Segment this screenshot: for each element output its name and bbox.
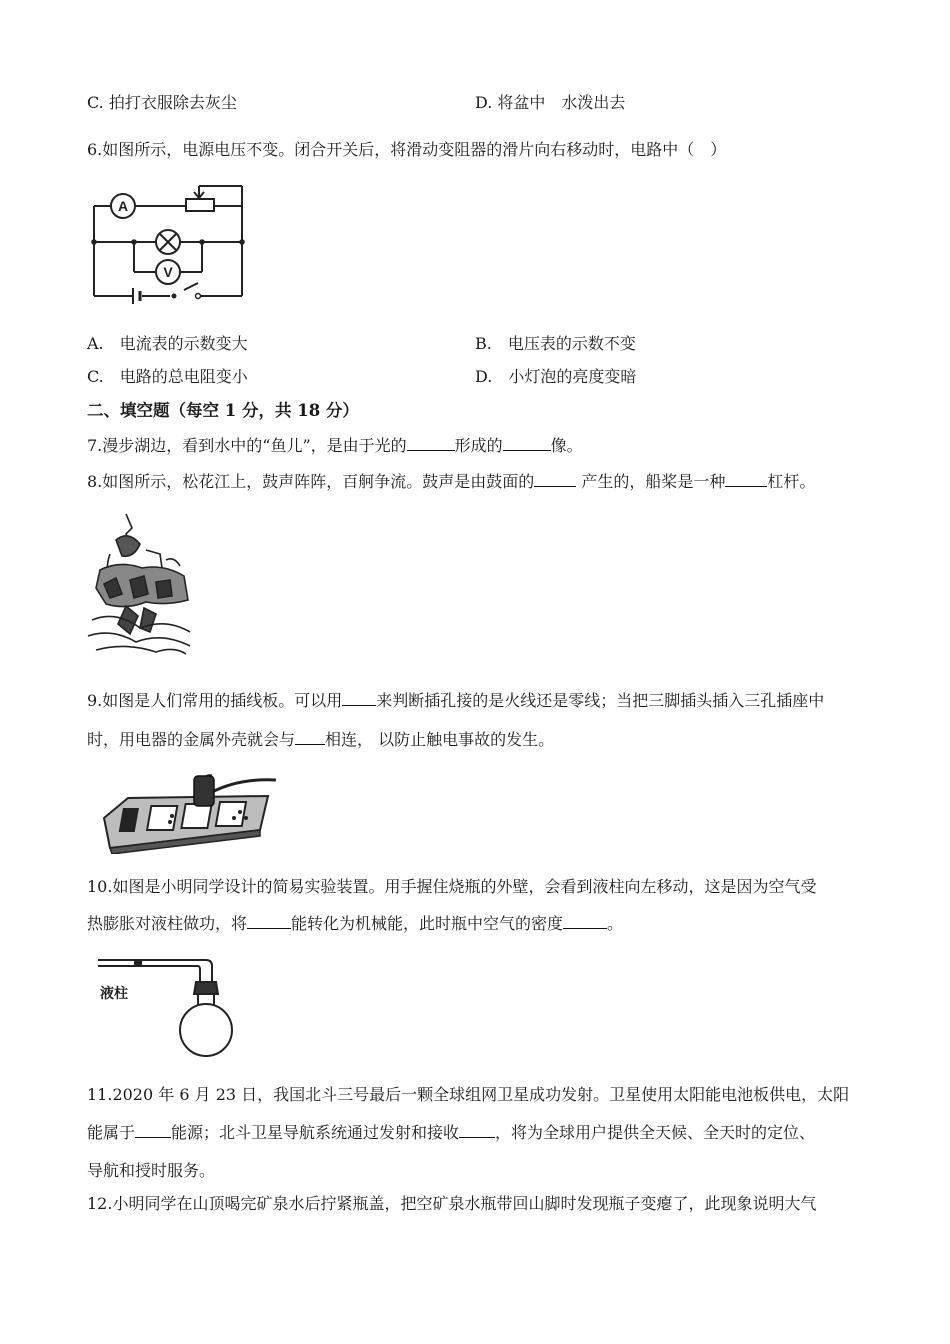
q6-option-c: C. 电路的总电阻变小 [87, 367, 248, 386]
liquid-column-label: 液柱 [100, 986, 128, 1002]
q9-text-2b: 相连， 以防止触电事故的发生。 [325, 730, 555, 749]
q11-text-2a: 能属于 [87, 1123, 136, 1142]
answer-blank [342, 690, 376, 706]
q9-text-1a: 9.如图是人们常用的插线板。可以用 [87, 691, 343, 710]
q6-option-d: D. 小灯泡的亮度变暗 [475, 367, 637, 386]
dragon-boat-illustration [86, 510, 196, 658]
answer-blank [459, 1122, 495, 1138]
answer-blank [247, 913, 291, 929]
question-7 [87, 435, 583, 457]
q8-text-a: 8.如图所示，松花江上，鼓声阵阵，百舸争流。鼓声是由鼓面的 [87, 472, 535, 491]
flask-apparatus [94, 952, 244, 1064]
circuit-diagram [86, 178, 250, 306]
answer-blank [503, 435, 551, 451]
question-11-line-1: 11.2020 年 6 月 23 日，我国北斗三号最后一颗全球组网卫星成功发射。卫星使用太阳能电池板供电，太阳 [87, 1085, 850, 1104]
q11-text-2b: 能源；北斗卫星导航系统通过发射和接收 [171, 1123, 460, 1142]
question-11-line-3: 导航和授时服务。 [87, 1161, 216, 1180]
section-heading-fill-in: 二、填空题（每空 1 分，共 18 分） [87, 401, 359, 420]
answer-blank [725, 471, 767, 487]
q7-text-a: 7.漫步湖边，看到水中的“鱼儿”，是由于光的 [87, 436, 407, 455]
answer-blank [135, 1122, 171, 1138]
q10-text-2c: 。 [607, 914, 624, 933]
question-9-line-2 [87, 729, 554, 751]
q9-text-1b: 来判断插孔接的是火线还是零线；当把三脚插头插入三孔插座中 [376, 691, 825, 710]
q6-option-a: A. 电流表的示数变大 [87, 334, 248, 353]
voltmeter-label: V [163, 264, 173, 280]
question-11-line-2 [87, 1122, 815, 1144]
question-10-line-1: 10.如图是小明同学设计的简易实验装置。用手握住烧瓶的外壁，会看到液柱向左移动，这是因为空气受 [87, 877, 817, 896]
answer-blank [407, 435, 455, 451]
question-6-stem: 6.如图所示，电源电压不变。闭合开关后，将滑动变阻器的滑片向右移动时，电路中（ ） [87, 140, 727, 159]
q5-option-d: D. 将盆中 水泼出去 [475, 93, 626, 112]
answer-blank [295, 729, 325, 745]
q11-text-2c: ，将为全球用户提供全天候、全天时的定位、 [495, 1123, 816, 1142]
q10-text-2b: 能转化为机械能，此时瓶中空气的密度 [291, 914, 564, 933]
answer-blank [563, 913, 607, 929]
q9-text-2a: 时，用电器的金属外壳就会与 [87, 730, 296, 749]
question-12-line-1: 12.小明同学在山顶喝完矿泉水后拧紧瓶盖，把空矿泉水瓶带回山脚时发现瓶子变瘪了，此现象说明大气 [87, 1194, 817, 1213]
power-strip-illustration [100, 768, 280, 854]
q6-option-b: B. 电压表的示数不变 [475, 334, 636, 353]
q7-text-b: 形成的 [454, 436, 503, 455]
answer-blank [534, 471, 576, 487]
question-10-line-2 [87, 913, 623, 935]
question-9-line-1 [87, 690, 824, 712]
ammeter-label: A [117, 198, 129, 214]
q5-option-c: C. 拍打衣服除去灰尘 [87, 93, 237, 112]
q10-text-2a: 热膨胀对液柱做功，将 [87, 914, 248, 933]
q7-text-c: 像。 [550, 436, 583, 455]
q8-text-c: 杠杆。 [767, 472, 816, 491]
question-8 [87, 471, 815, 493]
q8-text-b: 产生的，船桨是一种 [576, 472, 726, 491]
